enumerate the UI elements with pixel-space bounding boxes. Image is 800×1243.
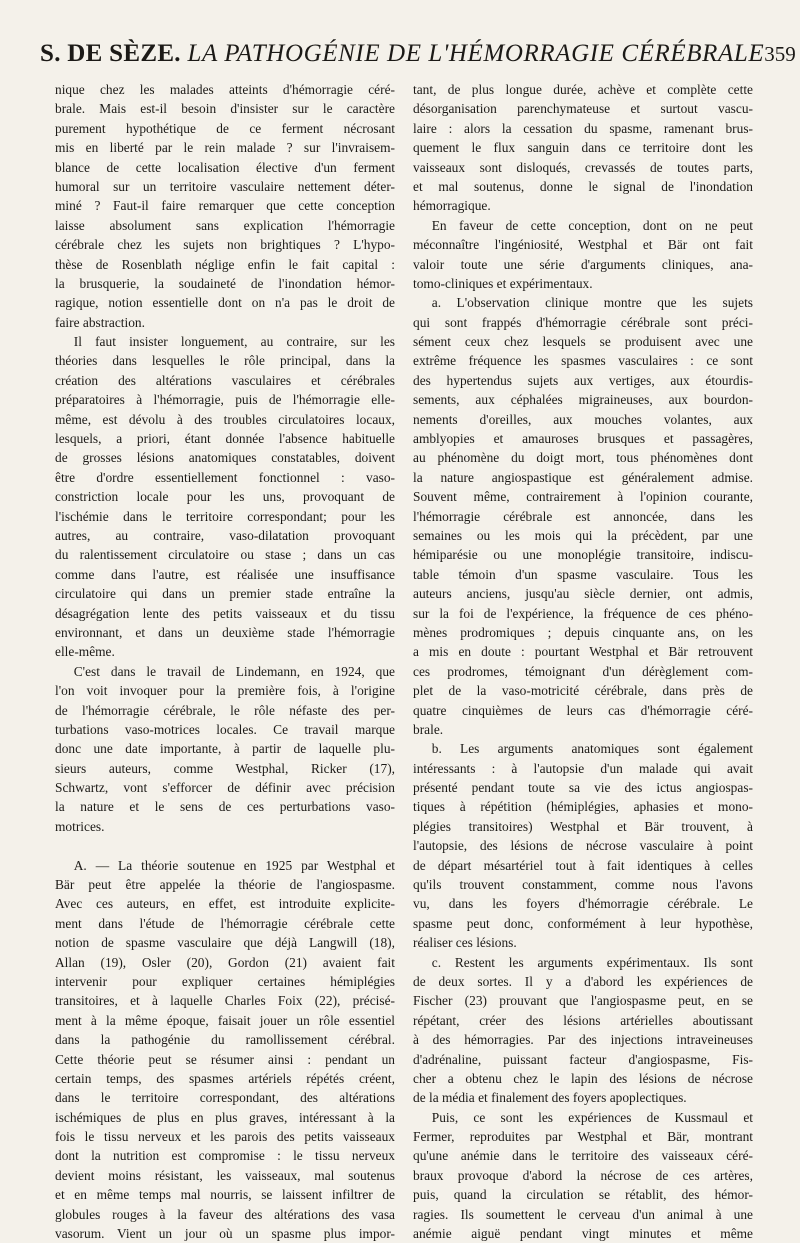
text-line: désagrégation lente des petits vaisseaux et du tissu (55, 605, 395, 621)
author-name: S. DE SÈZE. (40, 40, 181, 67)
text-line: tant, de plus longue durée, achève et complète cette (413, 82, 753, 97)
text-line: dans la pathogénie du ramollissement cérébral. (55, 1032, 395, 1048)
text-line: Puis, ce sont les expériences de Kussmaul et (431, 1109, 753, 1125)
text-line: mis en liberté par le rein malade ? sur l'invraisem- (55, 140, 395, 156)
text-line: l'autopsie, des lésions de nécrose vasculaire à point (413, 838, 753, 854)
text-line: environnant, et dans un deuxième stade l'hémorragie (55, 624, 395, 640)
text-line: sément ceux chez lesquels se produisent avec une (413, 334, 753, 350)
text-line: même, est dévolu à des troubles circulatoires locaux, (55, 411, 395, 427)
text-line: extrême fréquence les spasmes vasculaires : ce sont (413, 353, 753, 369)
text-line: puis, quand la circulation se rétablit, des hémor- (413, 1187, 753, 1203)
text-line: plet de la vaso-motricité cérébrale, dans près de (413, 683, 753, 699)
text-line: qu'ils trouvent constamment, comme nous l'avons (413, 877, 753, 893)
text-line: ment à la même époque, faisait jouer un rôle essentiel (55, 1012, 395, 1028)
text-line: En faveur de cette conception, dont on ne peut (431, 217, 753, 233)
text-line: Schwartz, vont s'efforcer de définir avec précision (55, 780, 395, 796)
text-line: semaines ou les mois qui la précèdent, par une (413, 527, 753, 543)
text-line: du ralentissement circulatoire ou stase ; dans un cas (55, 547, 395, 563)
text-line: qu'une anémie dans le territoire des vaisseaux céré- (413, 1148, 753, 1164)
text-line: de départ mésartériel tout à fait identiques à celles (413, 857, 753, 873)
text-line: présenté pendant toute sa vie des ictus angiospas- (413, 780, 753, 796)
text-line: circulatoire qui dans un premier stade entraîne la (55, 586, 395, 602)
text-line: transitoires, et à laquelle Charles Foix (22), précisé- (55, 993, 395, 1009)
text-line: de l'hémorragie cérébrale, le rôle néfaste des per- (55, 702, 395, 718)
text-line: Fermer, reproduites par Westphal et Bär, montrant (413, 1129, 753, 1145)
text-line: certain temps, des spasmes artériels répétés créent, (55, 1070, 395, 1086)
text-line: mènes prodromiques ; depuis cinquante ans, on les (413, 624, 753, 640)
text-line: brale. (413, 721, 444, 737)
text-line: ragies. Ils soumettent le cerveau d'un animal à une (413, 1206, 753, 1222)
text-line: Fischer (23) prouvant que l'angiospasme peut, en se (413, 993, 753, 1009)
text-line: notion de spasme vasculaire que déjà Langwill (18), (55, 935, 395, 951)
text-line: préparatoires à l'hémorragie, puis de l'hémorragie elle- (55, 392, 395, 408)
text-line: théories dans lesquelles le rôle principal, dans la (55, 353, 395, 369)
text-line: quatre cinquièmes de leurs cas d'hémorragie céré- (413, 702, 753, 718)
text-line: nique chez les malades atteints d'hémorragie céré- (55, 82, 395, 97)
text-line: table témoin d'un spasme vasculaire. Tous les (413, 566, 753, 582)
text-line: Souvent même, contrairement à l'opinion courante, (413, 489, 753, 505)
running-header (40, 40, 796, 68)
text-line: tiques à répétition (hémiplégies, aphasies et mono- (413, 799, 753, 815)
text-line: vaisseaux sont disloqués, crevassés de toutes parts, (413, 159, 753, 175)
text-line: purement hypothétique de ce ferment nécrosant (55, 120, 395, 136)
text-line: vu, dans les foyers d'hémorragie cérébrale. Le (413, 896, 753, 912)
text-line: Avec ces auteurs, en effet, est introduite explicite- (55, 896, 395, 912)
text-line: comme dans l'autre, est réalisée une insuffisance (55, 566, 395, 582)
text-line: ragique, notion essentielle dont on n'a pas le droit de (55, 295, 395, 311)
text-line: ment dans l'étude de l'hémorragie cérébrale cette (55, 915, 395, 931)
text-line: l'hémorragie cérébrale est annoncée, dans les (413, 508, 753, 524)
running-title (40, 40, 764, 68)
text-line: et mal soutenus, donne le signal de l'inondation (413, 178, 753, 194)
text-line: brale. Mais est-il besoin d'insister sur le caractère (55, 101, 395, 117)
text-line: désorganisation parenchymateuse et surtout vascu- (413, 101, 753, 117)
text-line: la brusquerie, la soudaineté de l'inondation hémor- (55, 275, 395, 291)
text-line: de grosses lésions anatomiques constatables, doivent (55, 450, 395, 466)
text-line: d'adrénaline, puissant facteur d'angiospasme, Fis- (413, 1051, 753, 1067)
text-line: création des altérations vasculaires et cérébrales (55, 372, 395, 388)
text-line: sements, aux céphalées migraineuses, aux bourdon- (413, 392, 753, 408)
text-line: vasorum. Vient un jour où un spasme plus impor- (55, 1226, 395, 1242)
text-line: de la média et finalement des foyers apoplectiques. (413, 1090, 687, 1106)
text-line: blance de cette localisation élective d'un ferment (55, 159, 395, 175)
text-line: au phénomène du doigt mort, tous phénomènes dont (413, 450, 753, 466)
text-line: elle-même. (55, 644, 115, 660)
page-number: 359 (764, 42, 796, 66)
text-line: thèse de Rosenblath néglige enfin le fait capital : (55, 256, 395, 272)
text-line: dont la nutrition est compromise : le tissu nerveux (55, 1148, 395, 1164)
text-line: l'on voit invoquer pour la première fois, à l'origine (55, 683, 395, 699)
text-line: des hypertendus sujets aux vertiges, aux étourdis- (413, 372, 753, 388)
text-line: globules rouges à la faveur des altérations des vasa (55, 1206, 395, 1222)
text-line: intéressants : à l'autopsie d'un malade qui avait (413, 760, 753, 776)
right-column (413, 80, 753, 1243)
text-line: C'est dans le travail de Lindemann, en 1924, que (73, 663, 395, 679)
text-line: spasme peut donc, conformément à leur hypothèse, (413, 915, 753, 931)
text-line: braux provoque d'abord la nécrose de ces artères, (413, 1167, 753, 1183)
text-line: répétant, créer des lésions artérielles aboutissant (413, 1012, 753, 1028)
text-line: ces prodromes, témoignant d'un dérèglement com- (413, 663, 753, 679)
text-line: à des hémorragies. Par des injections intraveineuses (413, 1032, 753, 1048)
text-line: dans le territoire correspondant, des altérations (55, 1090, 395, 1106)
text-line: la nature angiospastique est généralement admise. (413, 469, 753, 485)
text-line: a mis en doute : pourtant Westphal et Bär retrouvent (413, 644, 753, 660)
text-line: hémiparésie ou une monoplégie transitoire, indiscu- (413, 547, 753, 563)
text-line: amblyopies et amauroses brusques et passagères, (413, 431, 753, 447)
text-line: Il faut insister longuement, au contraire, sur les (73, 334, 395, 350)
text-line: tomo-cliniques et expérimentaux. (413, 275, 593, 291)
text-line: nements d'oreilles, aux mouches volantes, aux (413, 411, 753, 427)
text-line: motrices. (55, 818, 105, 834)
text-line: b. Les arguments anatomiques sont également (431, 741, 753, 757)
text-line: Allan (19), Osler (20), Gordon (21) avaient fait (55, 954, 395, 970)
article-title: LA PATHOGÉNIE DE L'HÉMORRAGIE CÉRÉBRALE (187, 40, 765, 67)
text-line: auteurs anciens, jusqu'au siècle dernier, ont admis, (413, 586, 753, 602)
paragraph-gap (55, 836, 395, 855)
text-line: l'ischémie dans le territoire correspondant; pour les (55, 508, 395, 524)
text-line: intervenir pour expliquer certaines hémiplégies (55, 973, 395, 989)
text-line: cérébrale chez les sujets non brightiques ? L'hypo- (55, 237, 395, 253)
text-line: quement le flux sanguin dans ce territoire dont les (413, 140, 753, 156)
text-line: devient moins résistant, les vaisseaux, mal soutenus (55, 1167, 395, 1183)
text-line: la nature et le sens de ces perturbations vaso- (55, 799, 395, 815)
text-line: qui sont frappés d'hémorragie cérébrale sont préci- (413, 314, 753, 330)
text-line: autres, au contraire, vaso-dilatation provoquant (55, 527, 395, 543)
text-line: ischémiques de plus en plus graves, intéressant à la (55, 1109, 395, 1125)
text-line: plégies transitoires) Westphal et Bär trouvent, à (413, 818, 753, 834)
text-line: être d'ordre essentiellement fonctionnel : vaso- (55, 469, 395, 485)
text-line: sur la foi de l'expérience, la fréquence de ces phéno- (413, 605, 753, 621)
text-line: et en même temps mal nourris, se laissent infiltrer de (55, 1187, 395, 1203)
text-line: méconnaître l'ingéniosité, Westphal et Bär ont fait (413, 237, 753, 253)
text-line: de deux sortes. Il y a d'abord les expériences de (413, 973, 753, 989)
text-line: turbations vaso-motrices locales. Ce travail marque (55, 721, 395, 737)
text-line: donc une date importante, à partir de laquelle plu- (55, 741, 395, 757)
text-line: fois le tissu nerveux et les parois des petits vaisseaux (55, 1129, 395, 1145)
text-line: Bär peut être appelée la théorie de l'angiospasme. (55, 877, 395, 893)
text-line: humoral sur un territoire vasculaire nettement déter- (55, 178, 395, 194)
text-line: constriction locale pour les uns, provoquant de (55, 489, 395, 505)
text-line: laisse absolument sans explication l'hémorragie (55, 217, 395, 233)
text-line: c. Restent les arguments expérimentaux. Ils sont (431, 954, 753, 970)
text-line: A. — La théorie soutenue en 1925 par Westphal et (73, 857, 395, 873)
text-line: anémie aiguë pendant vingt minutes et même (413, 1226, 753, 1242)
text-line: cher a obtenu chez le lapin des lésions de nécrose (413, 1070, 753, 1086)
text-line: Cette théorie peut se résumer ainsi : pendant un (55, 1051, 395, 1067)
text-line: réaliser ces lésions. (413, 935, 517, 951)
text-line: faire abstraction. (55, 314, 145, 330)
text-line: laire : alors la cessation du spasme, ramenant brus- (413, 120, 753, 136)
text-line: lesquels, a priori, étant donnée l'absence habituelle (55, 431, 395, 447)
text-line: sieurs auteurs, comme Westphal, Ricker (17), (55, 760, 395, 776)
text-line: valoir toute une série d'arguments cliniques, ana- (413, 256, 753, 272)
text-line: a. L'observation clinique montre que les sujets (431, 295, 753, 311)
left-column (55, 80, 395, 1243)
text-line: hémorragique. (413, 198, 491, 214)
text-line: miné ? Faut-il faire remarquer que cette conception (55, 198, 395, 214)
